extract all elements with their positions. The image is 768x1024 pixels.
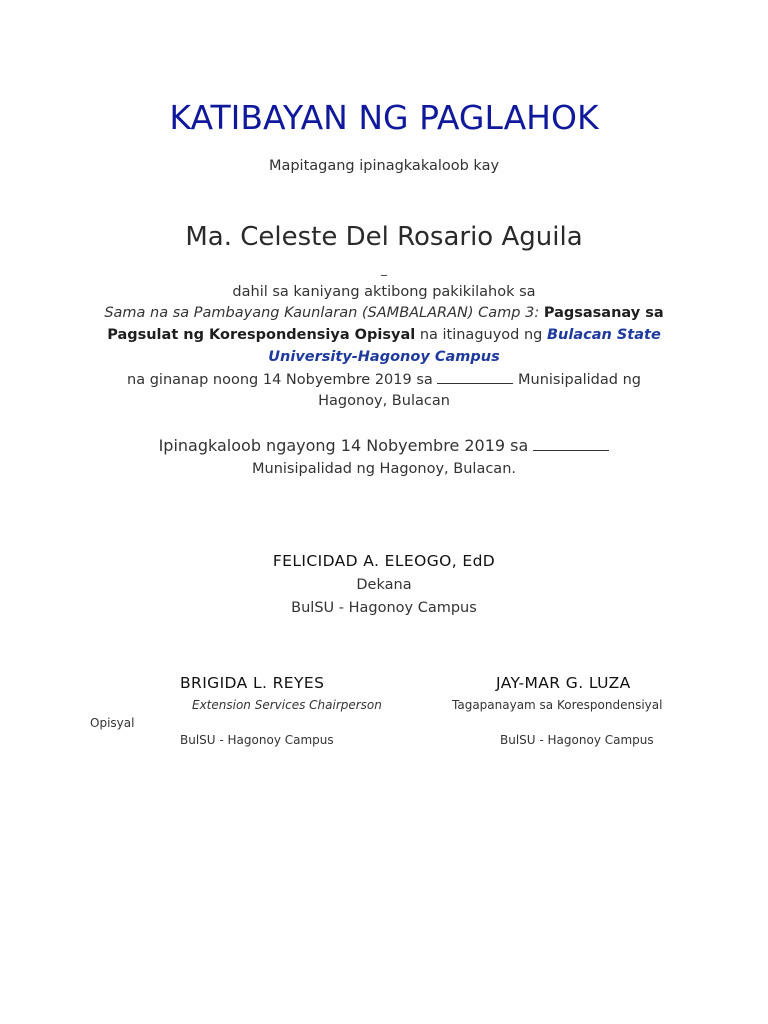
venue-line: [0, 371, 768, 388]
left-signatory-campus: BulSU - Hagonoy Campus: [180, 733, 334, 747]
university-name-part2: University-Hagonoy Campus: [268, 349, 500, 365]
event-line: [0, 305, 768, 321]
awarded-blank: [533, 438, 609, 451]
dash-mark: _: [381, 262, 387, 276]
left-signatory-role: Extension Services Chairperson: [192, 698, 382, 712]
right-signatory-role: Tagapanayam sa Korespondensiyal: [452, 698, 663, 712]
training-title-part2: Pagsulat ng Korespondensiya Opisyal: [107, 327, 416, 343]
dean-name: FELICIDAD A. ELEOGO, EdD: [272, 552, 496, 570]
venue-blank: [437, 371, 513, 384]
right-signatory-campus: BulSU - Hagonoy Campus: [500, 733, 654, 747]
sponsor-label: na itinaguyod ng: [419, 327, 543, 343]
venue-location: Hagonoy, Bulacan: [318, 393, 450, 409]
certificate-title: KATIBAYAN NG PAGLAHOK: [169, 98, 599, 137]
awarded-location: Munisipalidad ng Hagonoy, Bulacan.: [252, 461, 516, 477]
recipient-name: Ma. Celeste Del Rosario Aguila: [185, 222, 583, 252]
awarded-date: Ipinagkaloob ngayong 14 Nobyembre 2019 sa: [158, 436, 529, 455]
right-signatory-name: JAY-MAR G. LUZA: [496, 674, 631, 692]
dean-title: Dekana: [356, 577, 412, 593]
university-name-part1: Bulacan State: [546, 327, 661, 343]
right-signatory-role-continued: Opisyal: [90, 716, 135, 730]
awarded-line: [0, 436, 768, 455]
university-line: [0, 349, 768, 365]
venue-date: na ginanap noong 14 Nobyembre 2019 sa: [127, 372, 433, 388]
venue-municipality: Munisipalidad ng: [518, 372, 641, 388]
participation-line: dahil sa kaniyang aktibong pakikilahok sa: [232, 284, 536, 300]
subtitle: Mapitagang ipinagkakaloob kay: [268, 158, 500, 174]
sponsor-line: [0, 327, 768, 343]
training-title-part1: Pagsasanay sa: [543, 305, 664, 321]
left-signatory-name: BRIGIDA L. REYES: [180, 674, 325, 692]
event-name: Sama na sa Pambayang Kaunlaran (SAMBALARAN) Camp 3:: [104, 305, 540, 321]
dean-campus: BulSU - Hagonoy Campus: [291, 600, 477, 616]
